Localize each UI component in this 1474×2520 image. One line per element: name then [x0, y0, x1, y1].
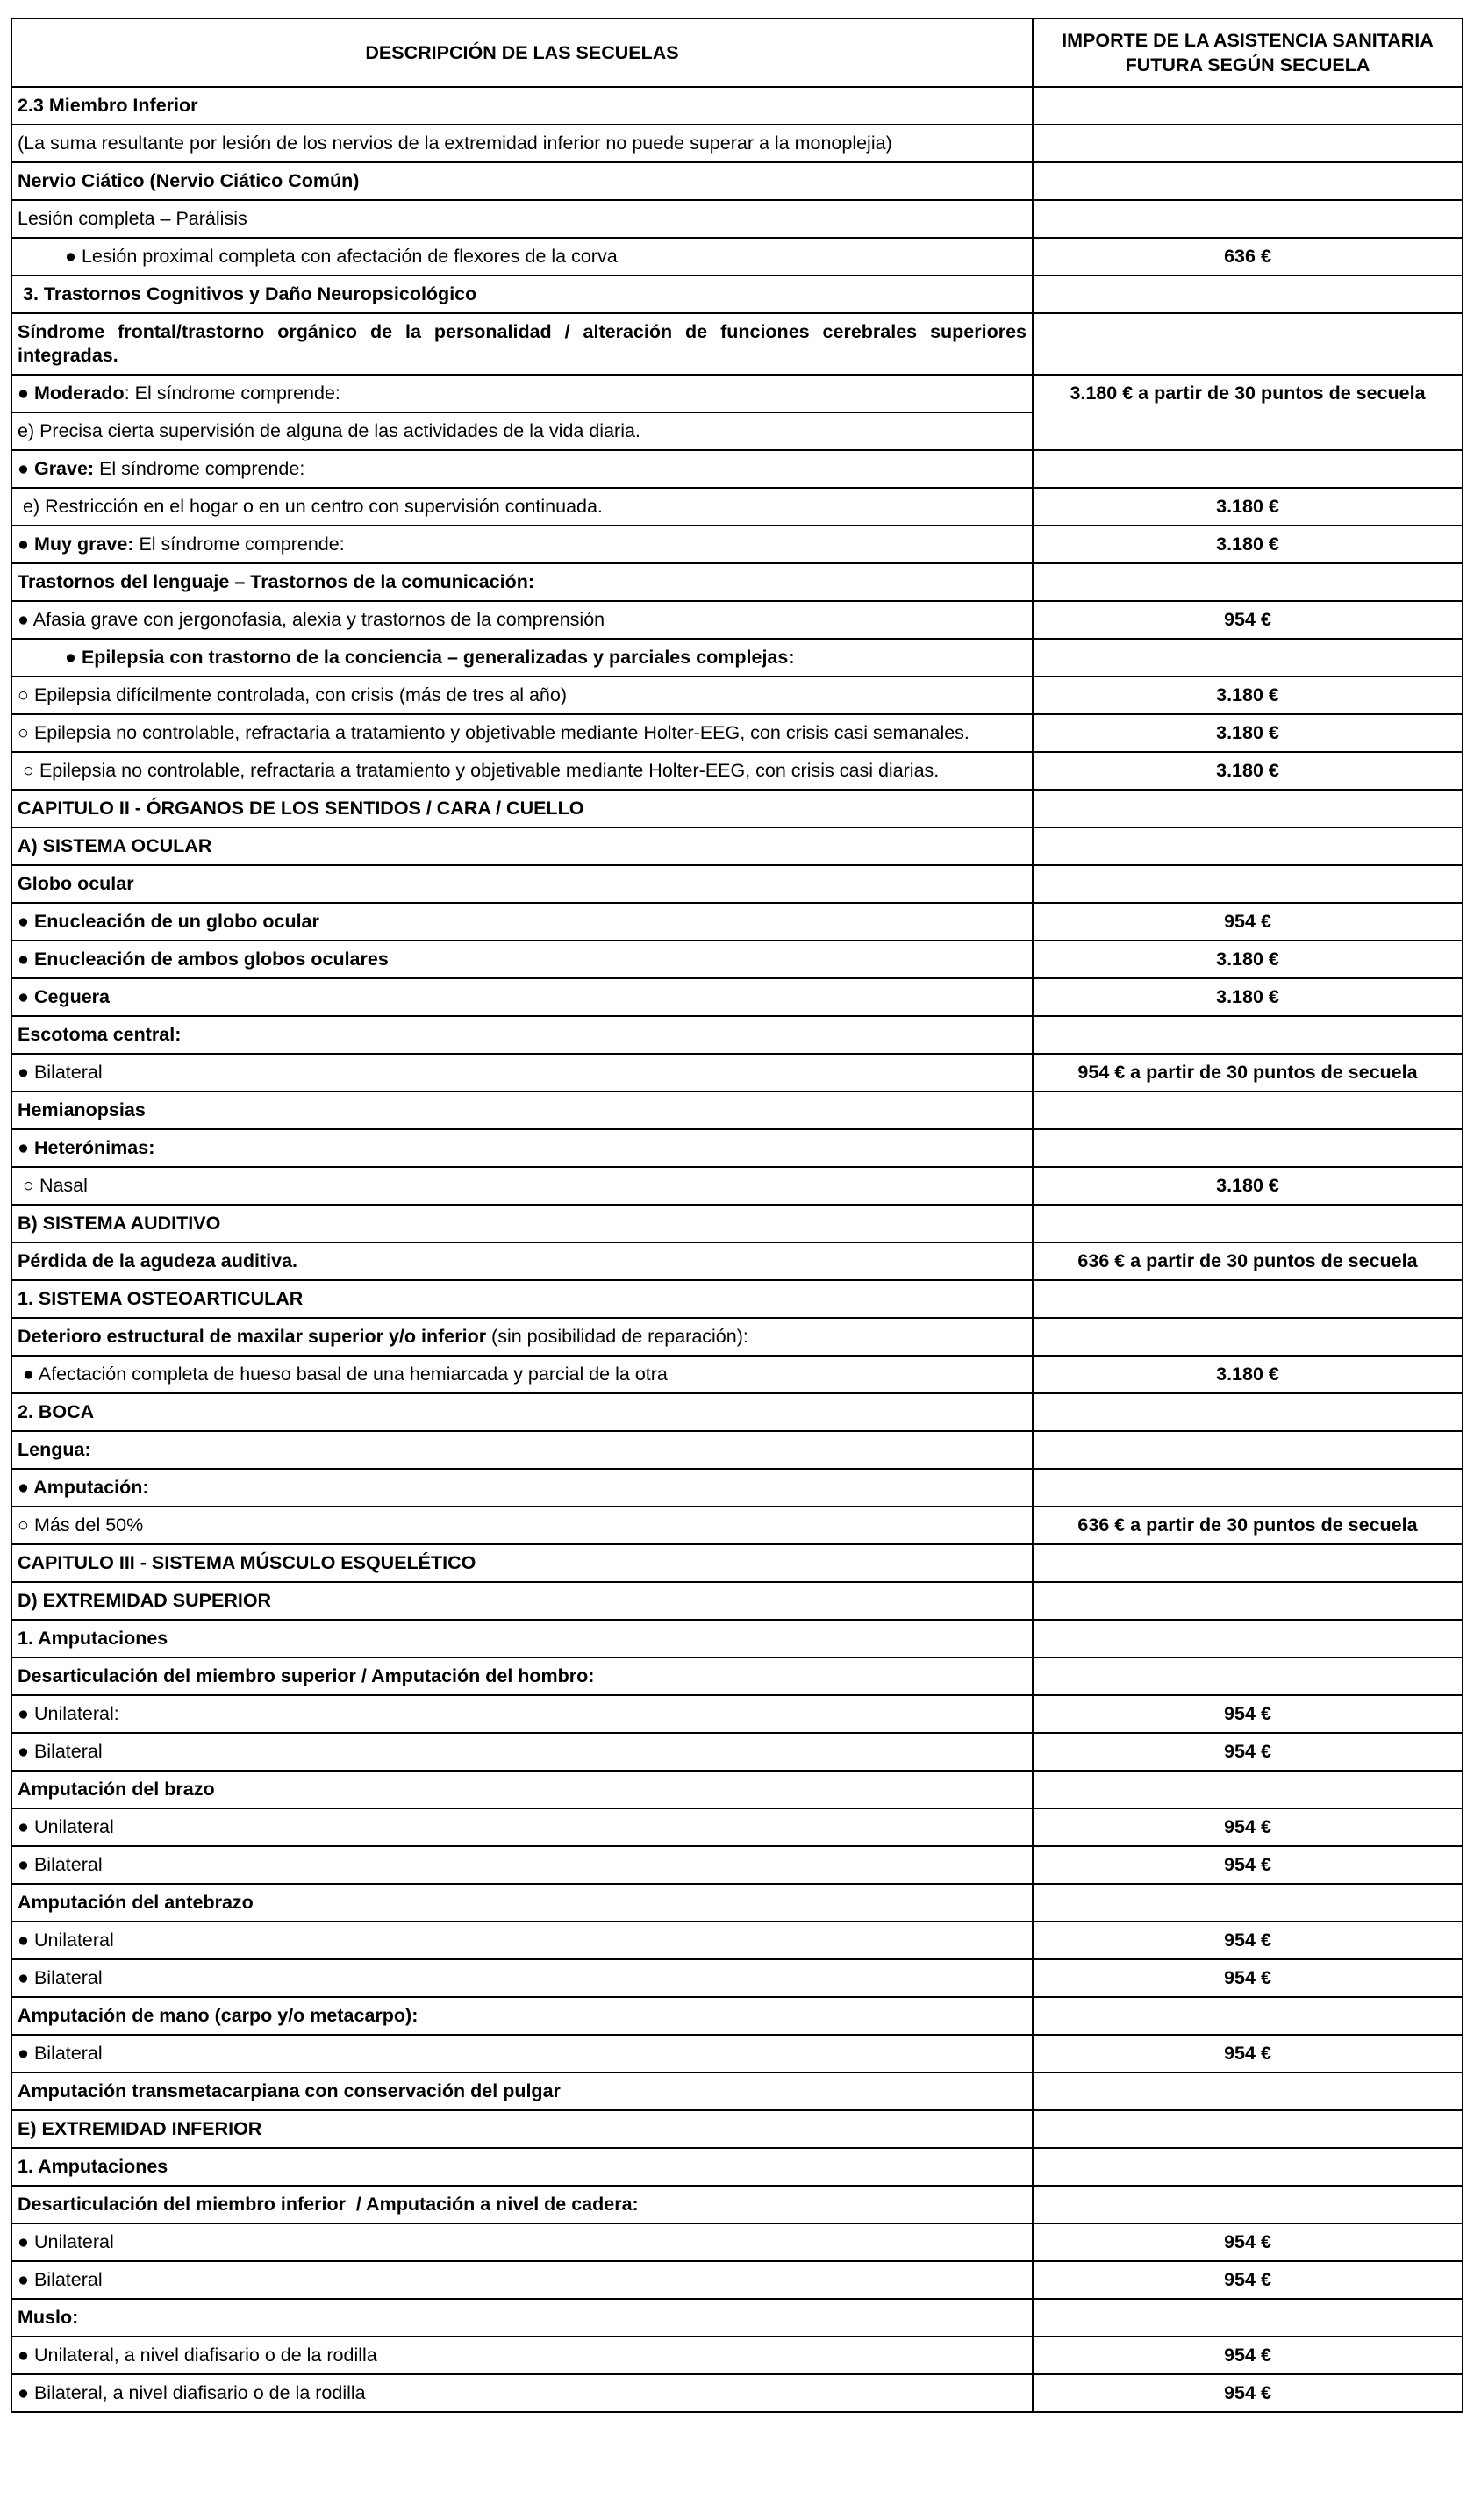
sequela-amount [1033, 1431, 1463, 1469]
sequela-amount [1033, 1092, 1463, 1129]
description-text: ● Bilateral, a nivel diafisario o de la rodilla [18, 2382, 366, 2403]
sequela-amount [1033, 1393, 1463, 1431]
sequela-description [11, 2073, 1033, 2110]
description-text: ● Bilateral [18, 2043, 103, 2064]
sequela-amount [1033, 450, 1463, 488]
description-bold-text: Pérdida de la agudeza auditiva. [18, 1250, 298, 1271]
table-row [11, 1695, 1463, 1733]
description-bold-text: Moderado [33, 383, 125, 404]
sequela-amount: 954 € [1033, 2223, 1463, 2261]
sequela-description [11, 1469, 1033, 1507]
sequela-description [11, 1393, 1033, 1431]
sequela-description [11, 1959, 1033, 1997]
description-text: ○ Epilepsia no controlable, refractaria a tratamiento y objetivable mediante Holter-EEG, con crisis casi diarias. [18, 760, 940, 781]
table-row [11, 752, 1463, 790]
sequela-description [11, 276, 1033, 313]
sequela-amount: 954 € [1033, 1808, 1463, 1846]
table-row [11, 1318, 1463, 1356]
sequela-amount [1033, 563, 1463, 601]
description-text: ● Afasia grave con jergonofasia, alexia y trastornos de la comprensión [18, 609, 605, 630]
sequela-description [11, 1846, 1033, 1884]
table-row [11, 162, 1463, 200]
table-row [11, 2148, 1463, 2186]
sequela-amount [1033, 1997, 1463, 2035]
sequela-description [11, 2374, 1033, 2412]
sequela-amount: 954 € a partir de 30 puntos de secuela [1033, 1054, 1463, 1092]
sequela-description [11, 827, 1033, 865]
sequela-amount [1033, 1657, 1463, 1695]
description-bold-text: Grave: [33, 458, 95, 479]
description-bold-text: Lengua: [18, 1439, 91, 1460]
description-bold-text: Hemianopsias [18, 1099, 146, 1120]
table-row [11, 1393, 1463, 1431]
sequela-description [11, 2035, 1033, 2073]
sequelae-table [11, 18, 1463, 2413]
sequela-amount [1033, 2186, 1463, 2223]
description-text: ● Bilateral [18, 1854, 103, 1875]
description-text: ● Bilateral [18, 1741, 103, 1762]
table-row [11, 488, 1463, 526]
description-bold-text: Desarticulación del miembro inferior / Amputación a nivel de cadera: [18, 2194, 639, 2215]
sequela-amount: 3.180 € a partir de 30 puntos de secuela [1033, 375, 1463, 450]
sequela-amount: 636 € [1033, 238, 1463, 276]
table-row [11, 1997, 1463, 2035]
table-row [11, 526, 1463, 563]
description-bold-text: Escotoma central: [18, 1024, 182, 1045]
sequela-description [11, 1620, 1033, 1657]
bullet: ● [18, 533, 34, 555]
description-text: ● Unilateral [18, 2231, 114, 2252]
table-row [11, 1620, 1463, 1657]
sequela-description [11, 2337, 1033, 2374]
table-row [11, 200, 1463, 238]
table-row [11, 1469, 1463, 1507]
description-text: e) Restricción en el hogar o en un centro con supervisión continuada. [18, 496, 603, 517]
sequela-amount: 3.180 € [1033, 978, 1463, 1016]
sequela-description [11, 1167, 1033, 1205]
description-text: (La suma resultante por lesión de los nervios de la extremidad inferior no puede superar a la monoplejia) [18, 132, 892, 154]
sequela-description [11, 1657, 1033, 1695]
description-text: ● Unilateral [18, 1929, 114, 1951]
description-bold-text: ● Epilepsia con trastorno de la conciencia – generalizadas y parciales complejas: [65, 647, 795, 668]
table-row [11, 1959, 1463, 1997]
description-text: ● Lesión proximal completa con afectación de flexores de la corva [65, 246, 618, 267]
sequela-description [11, 1054, 1033, 1092]
sequela-description [11, 1356, 1033, 1393]
sequela-description [11, 238, 1033, 276]
description-bold-text: Desarticulación del miembro superior / Amputación del hombro: [18, 1665, 595, 1686]
description-text: El síndrome comprende: [94, 458, 305, 479]
sequela-description [11, 1695, 1033, 1733]
sequela-amount [1033, 200, 1463, 238]
sequela-amount: 954 € [1033, 1846, 1463, 1884]
table-row [11, 1657, 1463, 1695]
table-row [11, 978, 1463, 1016]
sequela-amount: 3.180 € [1033, 714, 1463, 752]
table-body [11, 87, 1463, 2412]
description-text: e) Precisa cierta supervisión de alguna de las actividades de la vida diaria. [18, 420, 640, 441]
table-header-row [11, 18, 1463, 87]
sequela-amount: 954 € [1033, 2374, 1463, 2412]
sequela-description [11, 2148, 1033, 2186]
table-row [11, 903, 1463, 941]
table-row [11, 1771, 1463, 1808]
sequela-amount: 954 € [1033, 1733, 1463, 1771]
table-row [11, 2223, 1463, 2261]
table-row [11, 87, 1463, 125]
sequela-description [11, 677, 1033, 714]
description-bold-text: CAPITULO II - ÓRGANOS DE LOS SENTIDOS / CARA / CUELLO [18, 798, 584, 819]
sequela-amount: 636 € a partir de 30 puntos de secuela [1033, 1507, 1463, 1544]
table-row [11, 1808, 1463, 1846]
description-text: (sin posibilidad de reparación): [486, 1326, 748, 1347]
sequela-amount [1033, 1469, 1463, 1507]
sequela-description [11, 2186, 1033, 2223]
description-text: ● Bilateral [18, 2269, 103, 2290]
sequela-amount [1033, 1544, 1463, 1582]
description-text: ○ Nasal [18, 1175, 88, 1196]
description-text: ● Unilateral: [18, 1703, 119, 1724]
description-bold-text: Nervio Ciático (Nervio Ciático Común) [18, 170, 360, 191]
table-row [11, 677, 1463, 714]
table-row [11, 790, 1463, 827]
sequela-description [11, 1507, 1033, 1544]
sequela-amount [1033, 790, 1463, 827]
sequela-amount [1033, 1016, 1463, 1054]
table-row [11, 2186, 1463, 2223]
sequela-amount [1033, 1620, 1463, 1657]
bullet: ● [18, 383, 34, 404]
description-bold-text: 1. Amputaciones [18, 1628, 168, 1649]
sequela-description [11, 412, 1033, 450]
sequela-amount [1033, 1884, 1463, 1922]
sequela-amount [1033, 162, 1463, 200]
sequela-description [11, 1205, 1033, 1242]
sequela-amount: 954 € [1033, 1695, 1463, 1733]
description-bold-text: Deterioro estructural de maxilar superior y/o inferior [18, 1326, 487, 1347]
sequela-description [11, 2110, 1033, 2148]
description-bold-text: E) EXTREMIDAD INFERIOR [18, 2118, 262, 2139]
description-text: Lesión completa – Parálisis [18, 208, 247, 229]
description-bold-text: CAPITULO III - SISTEMA MÚSCULO ESQUELÉTICO [18, 1552, 476, 1573]
description-bold-text: Síndrome frontal/trastorno orgánico de la personalidad / alteración de funciones cerebrales superiores integradas. [18, 321, 1032, 366]
description-text: : El síndrome comprende: [124, 383, 340, 404]
description-bold-text: Amputación de mano (carpo y/o metacarpo): [18, 2005, 419, 2026]
description-text: ○ Epilepsia no controlable, refractaria a tratamiento y objetivable mediante Holter-EEG, con crisis casi semanales. [18, 722, 970, 743]
sequela-amount: 3.180 € [1033, 677, 1463, 714]
sequela-description [11, 488, 1033, 526]
description-bold-text: 1. SISTEMA OSTEOARTICULAR [18, 1288, 304, 1309]
description-bold-text: Amputación del brazo [18, 1779, 215, 1800]
description-bold-text: ● Enucleación de ambos globos oculares [18, 949, 389, 970]
table-row [11, 2261, 1463, 2299]
table-row [11, 601, 1463, 639]
table-row [11, 2035, 1463, 2073]
sequela-description [11, 200, 1033, 238]
sequela-amount [1033, 1129, 1463, 1167]
sequela-description [11, 2299, 1033, 2337]
table-row [11, 1846, 1463, 1884]
sequela-description [11, 2261, 1033, 2299]
sequela-amount [1033, 87, 1463, 125]
sequela-description [11, 941, 1033, 978]
sequela-description [11, 125, 1033, 162]
header-description: DESCRIPCIÓN DE LAS SECUELAS [11, 18, 1033, 87]
sequela-description [11, 1280, 1033, 1318]
sequela-amount [1033, 1582, 1463, 1620]
table-row [11, 1431, 1463, 1469]
description-bold-text: ● Amputación: [18, 1477, 149, 1498]
sequela-description [11, 903, 1033, 941]
table-row [11, 2337, 1463, 2374]
sequela-amount: 954 € [1033, 1922, 1463, 1959]
description-bold-text: ● Enucleación de un globo ocular [18, 911, 319, 932]
sequela-amount [1033, 2073, 1463, 2110]
table-row [11, 2073, 1463, 2110]
sequela-description [11, 790, 1033, 827]
description-bold-text: 3. Trastornos Cognitivos y Daño Neuropsicológico [18, 283, 477, 304]
sequela-description [11, 1582, 1033, 1620]
description-text: ● Unilateral, a nivel diafisario o de la rodilla [18, 2345, 377, 2366]
sequela-amount: 954 € [1033, 2035, 1463, 2073]
table-row [11, 450, 1463, 488]
description-bold-text: Amputación del antebrazo [18, 1892, 254, 1913]
sequela-amount [1033, 827, 1463, 865]
sequela-description [11, 1016, 1033, 1054]
description-bold-text: Trastornos del lenguaje – Trastornos de la comunicación: [18, 571, 535, 592]
description-text: ○ Más del 50% [18, 1514, 144, 1536]
description-bold-text: ● Heterónimas: [18, 1137, 155, 1158]
sequela-description [11, 1808, 1033, 1846]
description-text: ○ Epilepsia difícilmente controlada, con crisis (más de tres al año) [18, 684, 568, 705]
table-row [11, 2110, 1463, 2148]
table-row [11, 865, 1463, 903]
table-row [11, 1733, 1463, 1771]
sequela-amount: 3.180 € [1033, 752, 1463, 790]
sequela-description [11, 1544, 1033, 1582]
sequela-description [11, 1092, 1033, 1129]
table-row [11, 1129, 1463, 1167]
description-bold-text: ● Ceguera [18, 986, 110, 1007]
sequela-amount: 954 € [1033, 1959, 1463, 1997]
description-text: ● Bilateral [18, 1062, 103, 1083]
sequela-description [11, 978, 1033, 1016]
table-row [11, 1582, 1463, 1620]
table-row [11, 313, 1463, 375]
table-row [11, 1280, 1463, 1318]
sequela-description [11, 865, 1033, 903]
description-bold-text: 2. BOCA [18, 1401, 95, 1422]
sequela-description [11, 1997, 1033, 2035]
table-row [11, 827, 1463, 865]
table-row [11, 276, 1463, 313]
sequela-description [11, 1733, 1033, 1771]
sequela-description [11, 1431, 1033, 1469]
table-row [11, 941, 1463, 978]
sequela-description [11, 1242, 1033, 1280]
sequela-amount: 3.180 € [1033, 1356, 1463, 1393]
table-row [11, 1544, 1463, 1582]
sequela-description [11, 313, 1033, 375]
sequela-amount: 954 € [1033, 2261, 1463, 2299]
description-bold-text: Amputación transmetacarpiana con conservación del pulgar [18, 2080, 561, 2101]
description-bold-text: Muslo: [18, 2307, 79, 2328]
description-bold-text: 1. Amputaciones [18, 2156, 168, 2177]
sequela-amount: 954 € [1033, 903, 1463, 941]
sequela-amount [1033, 2110, 1463, 2148]
table-row [11, 125, 1463, 162]
sequela-amount: 954 € [1033, 2337, 1463, 2374]
table-row [11, 1205, 1463, 1242]
sequela-description [11, 1318, 1033, 1356]
description-text: ● Bilateral [18, 1967, 103, 1988]
sequela-description [11, 87, 1033, 125]
table-row [11, 1016, 1463, 1054]
description-bold-text: Muy grave: [33, 533, 134, 555]
table-row [11, 238, 1463, 276]
sequela-amount: 3.180 € [1033, 941, 1463, 978]
description-bold-text: D) EXTREMIDAD SUPERIOR [18, 1590, 272, 1611]
table-row [11, 1356, 1463, 1393]
bullet: ● [18, 458, 34, 479]
sequela-amount [1033, 313, 1463, 375]
sequela-amount [1033, 639, 1463, 677]
sequela-description [11, 2223, 1033, 2261]
sequela-description [11, 1922, 1033, 1959]
sequela-description [11, 1771, 1033, 1808]
sequela-amount: 3.180 € [1033, 488, 1463, 526]
sequela-description [11, 526, 1033, 563]
table-row [11, 1242, 1463, 1280]
description-bold-text: A) SISTEMA OCULAR [18, 835, 212, 856]
sequela-amount [1033, 1205, 1463, 1242]
sequela-amount [1033, 1280, 1463, 1318]
sequela-description [11, 1129, 1033, 1167]
table-row [11, 563, 1463, 601]
sequela-amount [1033, 276, 1463, 313]
table-row [11, 2374, 1463, 2412]
table-row [11, 1884, 1463, 1922]
sequela-description [11, 752, 1033, 790]
header-amount: IMPORTE DE LA ASISTENCIA SANITARIA FUTURA SEGÚN SECUELA [1033, 18, 1463, 87]
sequela-amount: 3.180 € [1033, 526, 1463, 563]
sequela-amount: 954 € [1033, 601, 1463, 639]
sequela-amount [1033, 1318, 1463, 1356]
sequela-description [11, 375, 1033, 412]
table-row [11, 2299, 1463, 2337]
sequela-description [11, 639, 1033, 677]
sequela-amount: 636 € a partir de 30 puntos de secuela [1033, 1242, 1463, 1280]
description-text: ● Unilateral [18, 1816, 114, 1837]
description-bold-text: 2.3 Miembro Inferior [18, 95, 198, 116]
description-text: ● Afectación completa de hueso basal de una hemiarcada y parcial de la otra [18, 1364, 668, 1385]
sequela-description [11, 563, 1033, 601]
table-row [11, 1507, 1463, 1544]
sequela-amount [1033, 2148, 1463, 2186]
sequela-amount [1033, 865, 1463, 903]
sequela-description [11, 601, 1033, 639]
sequela-description [11, 450, 1033, 488]
sequela-description [11, 1884, 1033, 1922]
table-row [11, 1922, 1463, 1959]
description-bold-text: B) SISTEMA AUDITIVO [18, 1213, 221, 1234]
sequela-amount [1033, 125, 1463, 162]
table-row [11, 375, 1463, 412]
table-row [11, 1054, 1463, 1092]
sequela-amount: 3.180 € [1033, 1167, 1463, 1205]
table-row [11, 1092, 1463, 1129]
description-text: El síndrome comprende: [133, 533, 345, 555]
sequela-description [11, 162, 1033, 200]
sequela-description [11, 714, 1033, 752]
table-row [11, 1167, 1463, 1205]
sequela-amount [1033, 1771, 1463, 1808]
description-bold-text: Globo ocular [18, 873, 134, 894]
table-row [11, 714, 1463, 752]
table-row [11, 639, 1463, 677]
sequela-amount [1033, 2299, 1463, 2337]
